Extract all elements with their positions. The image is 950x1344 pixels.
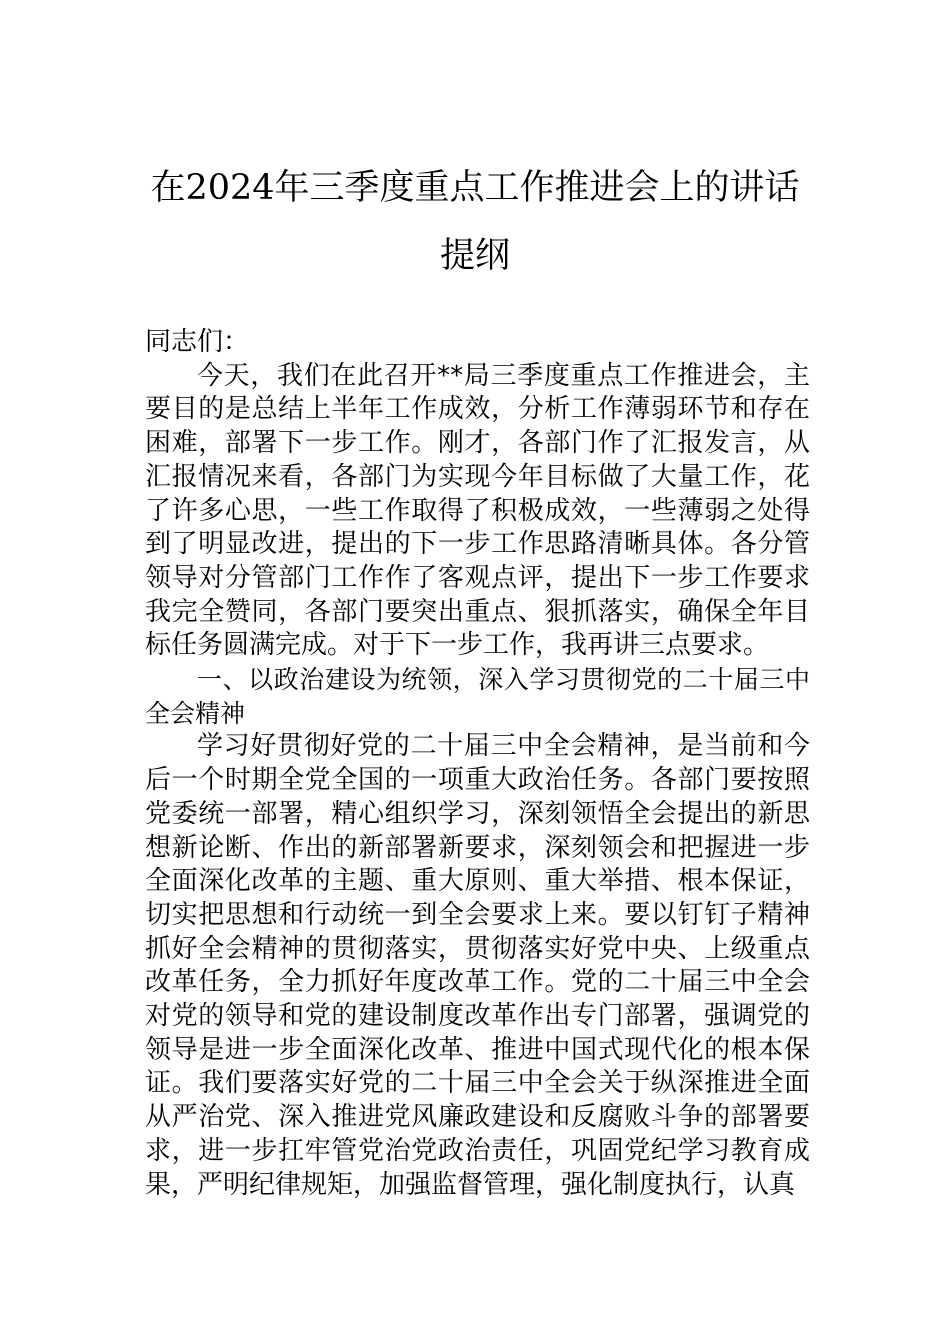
- document-body: [145, 326, 810, 1202]
- document-title-line-2: 提纲: [439, 236, 510, 276]
- document-title-line-1: [145, 168, 805, 208]
- paragraph-section-1: 学习好贯彻好党的二十届三中全会精神，是当前和今后一个时期全党全国的一项重大政治任务。各部门要按照党委统一部署，精心组织学习，深刻领悟全会提出的新思想新论断、作出的新部署新要求，深刻领会和把握进一步全面深化改革的主题、重大原则、重大举措、根本保证，切实把思想和行动统一到全会要求上来。要以钉钉子精神抓好全会精神的贯彻落实，贯彻落实好党中央、上级重点改革任务，全力抓好年度改革工作。党的二十届三中全会对党的领导和党的建设制度改革作出专门部署，强调党的领导是进一步全面深化改革、推进中国式现代化的根本保证。我们要落实好党的二十届三中全会关于纵深推进全面从严治党、深入推进党风廉政建设和反腐败斗争的部署要求，进一步扛牢管党治党政治责任，巩固党纪学习教育成果，严明纪律规矩，加强监督管理，强化制度执行，认真: [145, 731, 810, 1200]
- salutation: 同志们：: [145, 327, 250, 357]
- section-heading-1: 一、以政治建设为统领，深入学习贯彻党的二十届三中全会精神: [145, 665, 810, 728]
- title-prefix: 在: [150, 168, 186, 208]
- title-suffix: 年三季度重点工作推进会上的讲话: [274, 168, 800, 208]
- title-year: 2024: [185, 168, 275, 208]
- paragraph-intro: 今天，我们在此召开**局三季度重点工作推进会，主要目的是总结上半年工作成效，分析工作薄弱环节和存在困难，部署下一步工作。刚才，各部门作了汇报发言，从汇报情况来看，各部门为实现今年目标做了大量工作，花了许多心思，一些工作取得了积极成效，一些薄弱之处得到了明显改进，提出的下一步工作思路清晰具体。各分管领导对分管部门工作作了客观点评，提出下一步工作要求我完全赞同，各部门要突出重点、狠抓落实，确保全年目标任务圆满完成。对于下一步工作，我再讲三点要求。: [145, 360, 810, 661]
